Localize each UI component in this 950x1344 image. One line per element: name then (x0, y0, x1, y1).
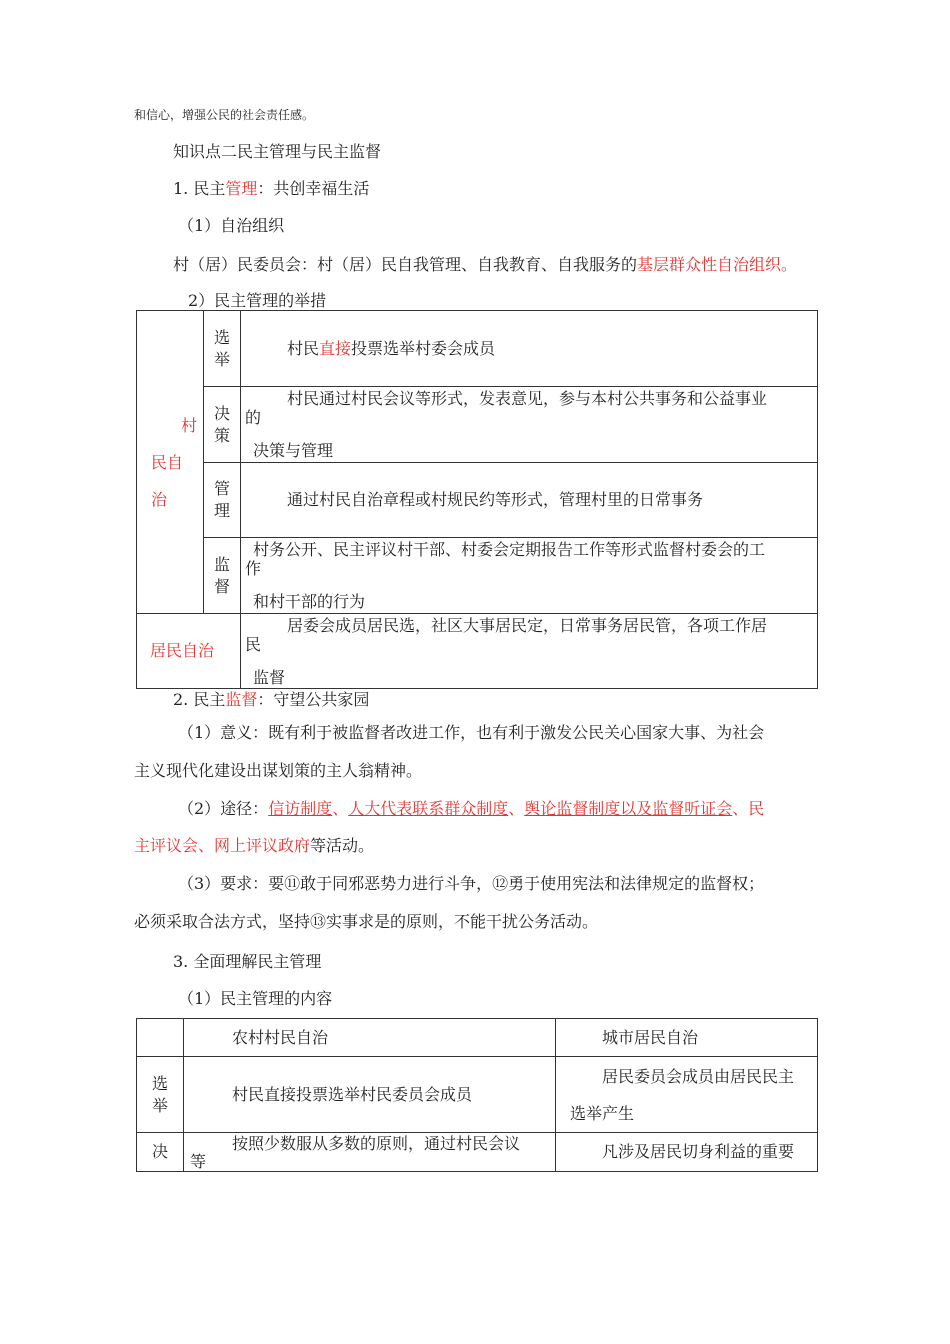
heading-pre: 民主 (193, 690, 226, 709)
table-row (137, 311, 818, 387)
table-row (137, 1057, 818, 1133)
header-rural: 农村村民自治 (184, 1019, 556, 1057)
row-name-supervision: 监 督 (204, 538, 241, 614)
section-title: 知识点二民主管理与民主监督 (173, 142, 382, 161)
header-urban: 城市居民自治 (556, 1019, 818, 1057)
ways-line-1: （2）途径：信访制度、人大代表联系群众制度、舆论监督制度以及监督听证会、民 (178, 799, 765, 818)
committee-definition-keyword: 基层群众性自治组织。 (637, 255, 798, 274)
table-row (137, 1133, 818, 1172)
continuation-line: 和信心，增强公民的社会责任感。 (134, 108, 315, 122)
requirements-line-1: （3）要求：要⑪敢于同邪恶势力进行斗争，⑫勇于使用宪法和法律规定的监督权； (178, 874, 765, 893)
link-public-opinion-supervision: 舆论监督制度以及监督听证会 (524, 799, 733, 818)
subheading-management-content: （1）民主管理的内容 (178, 989, 333, 1008)
heading-democratic-supervision (173, 689, 369, 711)
row-text-decision: 村民通过村民会议等形式，发表意见，参与本村公共事务和公益事业 的 决策与管理 (241, 387, 818, 463)
meaning-line-1: （1）意义：既有利于被监督者改进工作，也有利于激发公民关心国家大事、为社会 (178, 723, 765, 742)
village-self-governance-label: 村 民自 治 (137, 311, 204, 614)
row-text-election: 村民直接投票选举村委会成员 (241, 311, 818, 387)
heading-pre: 民主 (193, 179, 226, 198)
requirements-line-2: 必须采取合法方式，坚持⑬实事求是的原则，不能干扰公务活动。 (134, 912, 599, 931)
row-name-management: 管 理 (204, 463, 241, 538)
urban-election: 居民委员会成员由居民民主 选举产生 (556, 1057, 818, 1133)
row-name-decision: 决 (137, 1133, 184, 1172)
heading-post: ：守望公共家园 (257, 690, 370, 709)
table-row (137, 538, 818, 614)
table-row (137, 1019, 818, 1057)
heading-number: 1. (173, 179, 189, 198)
row-text-management: 通过村民自治章程或村规民约等形式，管理村里的日常事务 (241, 463, 818, 538)
rural-decision: 按照少数服从多数的原则，通过村民会议 等 (184, 1133, 556, 1172)
row-name-election: 选 举 (137, 1057, 184, 1133)
heading-keyword: 管理 (225, 179, 258, 198)
management-content-table (136, 1018, 818, 1172)
heading-post: ：共创幸福生活 (257, 179, 370, 198)
committee-definition (173, 254, 797, 276)
heading-keyword: 监督 (225, 690, 258, 709)
row-name-decision: 决 策 (204, 387, 241, 463)
meaning-line-2: 主义现代化建设出谋划策的主人翁精神。 (134, 761, 423, 780)
subheading-management-measures: 2）民主管理的举措 (188, 291, 327, 310)
table-row (137, 387, 818, 463)
heading-understand-management: 3. 全面理解民主管理 (173, 952, 322, 971)
ways-line-2: 主评议会、网上评议政府等活动。 (134, 836, 375, 855)
row-text-supervision: 村务公开、民主评议村干部、村委会定期报告工作等形式监督村委会的工 作 和村干部的行为 (241, 538, 818, 614)
subheading-self-governing-org: （1）自治组织 (178, 216, 285, 235)
urban-decision: 凡涉及居民切身利益的重要 (556, 1133, 818, 1172)
management-measures-table (136, 310, 818, 689)
row-text-resident: 居委会成员居民选，社区大事居民定，日常事务居民管，各项工作居 民 监督 (241, 614, 818, 689)
table-row (137, 614, 818, 689)
resident-self-governance-label: 居民自治 (137, 614, 241, 689)
link-petition-system: 信访制度 (268, 799, 333, 818)
rural-election: 村民直接投票选举村民委员会成员 (184, 1057, 556, 1133)
link-npc-deputies-system: 人大代表联系群众制度 (348, 799, 509, 818)
header-empty (137, 1019, 184, 1057)
heading-democratic-management (173, 178, 369, 200)
committee-definition-text: 村（居）民委员会：村（居）民自我管理、自我教育、自我服务的 (173, 255, 638, 274)
row-name-election: 选 举 (204, 311, 241, 387)
table-row (137, 463, 818, 538)
heading-number: 2. (173, 690, 189, 709)
